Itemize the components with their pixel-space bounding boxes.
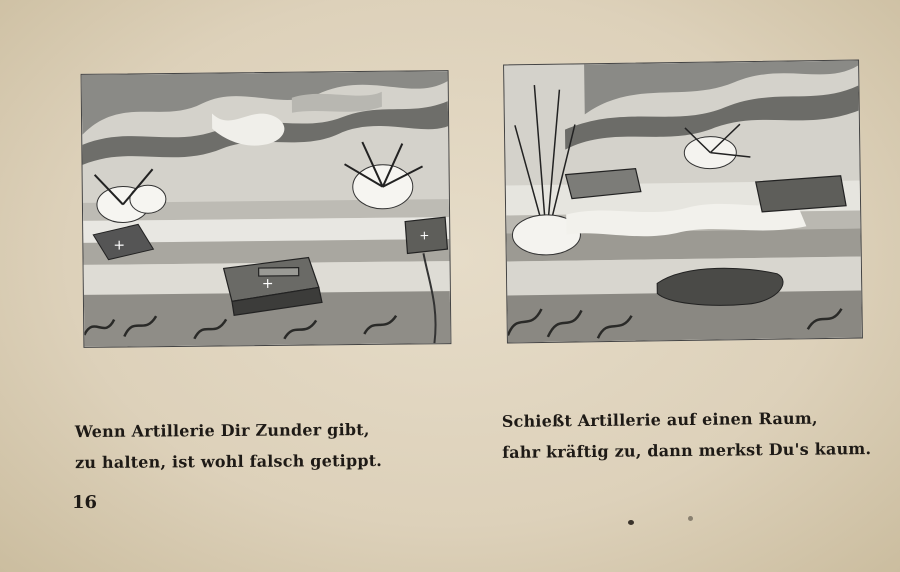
caption-right-line-2: fahr kräftig zu, dann merkst Du's kaum. (502, 439, 872, 462)
svg-text:+: + (113, 237, 126, 254)
caption-left (75, 414, 382, 478)
illustration-left (81, 70, 452, 348)
illustration-right (503, 60, 863, 344)
svg-text:+: + (419, 228, 430, 243)
paper-speck (688, 516, 693, 521)
caption-left-line-2: zu halten, ist wohl falsch getippt. (75, 450, 383, 473)
paper-speck (628, 520, 634, 525)
caption-right (502, 402, 872, 468)
caption-right-line-1: Schießt Artillerie auf einen Raum, (501, 408, 818, 431)
svg-text:+: + (261, 275, 274, 293)
caption-left-line-1: Wenn Artillerie Dir Zunder gibt, (74, 420, 370, 442)
page-number: 16 (72, 492, 98, 513)
